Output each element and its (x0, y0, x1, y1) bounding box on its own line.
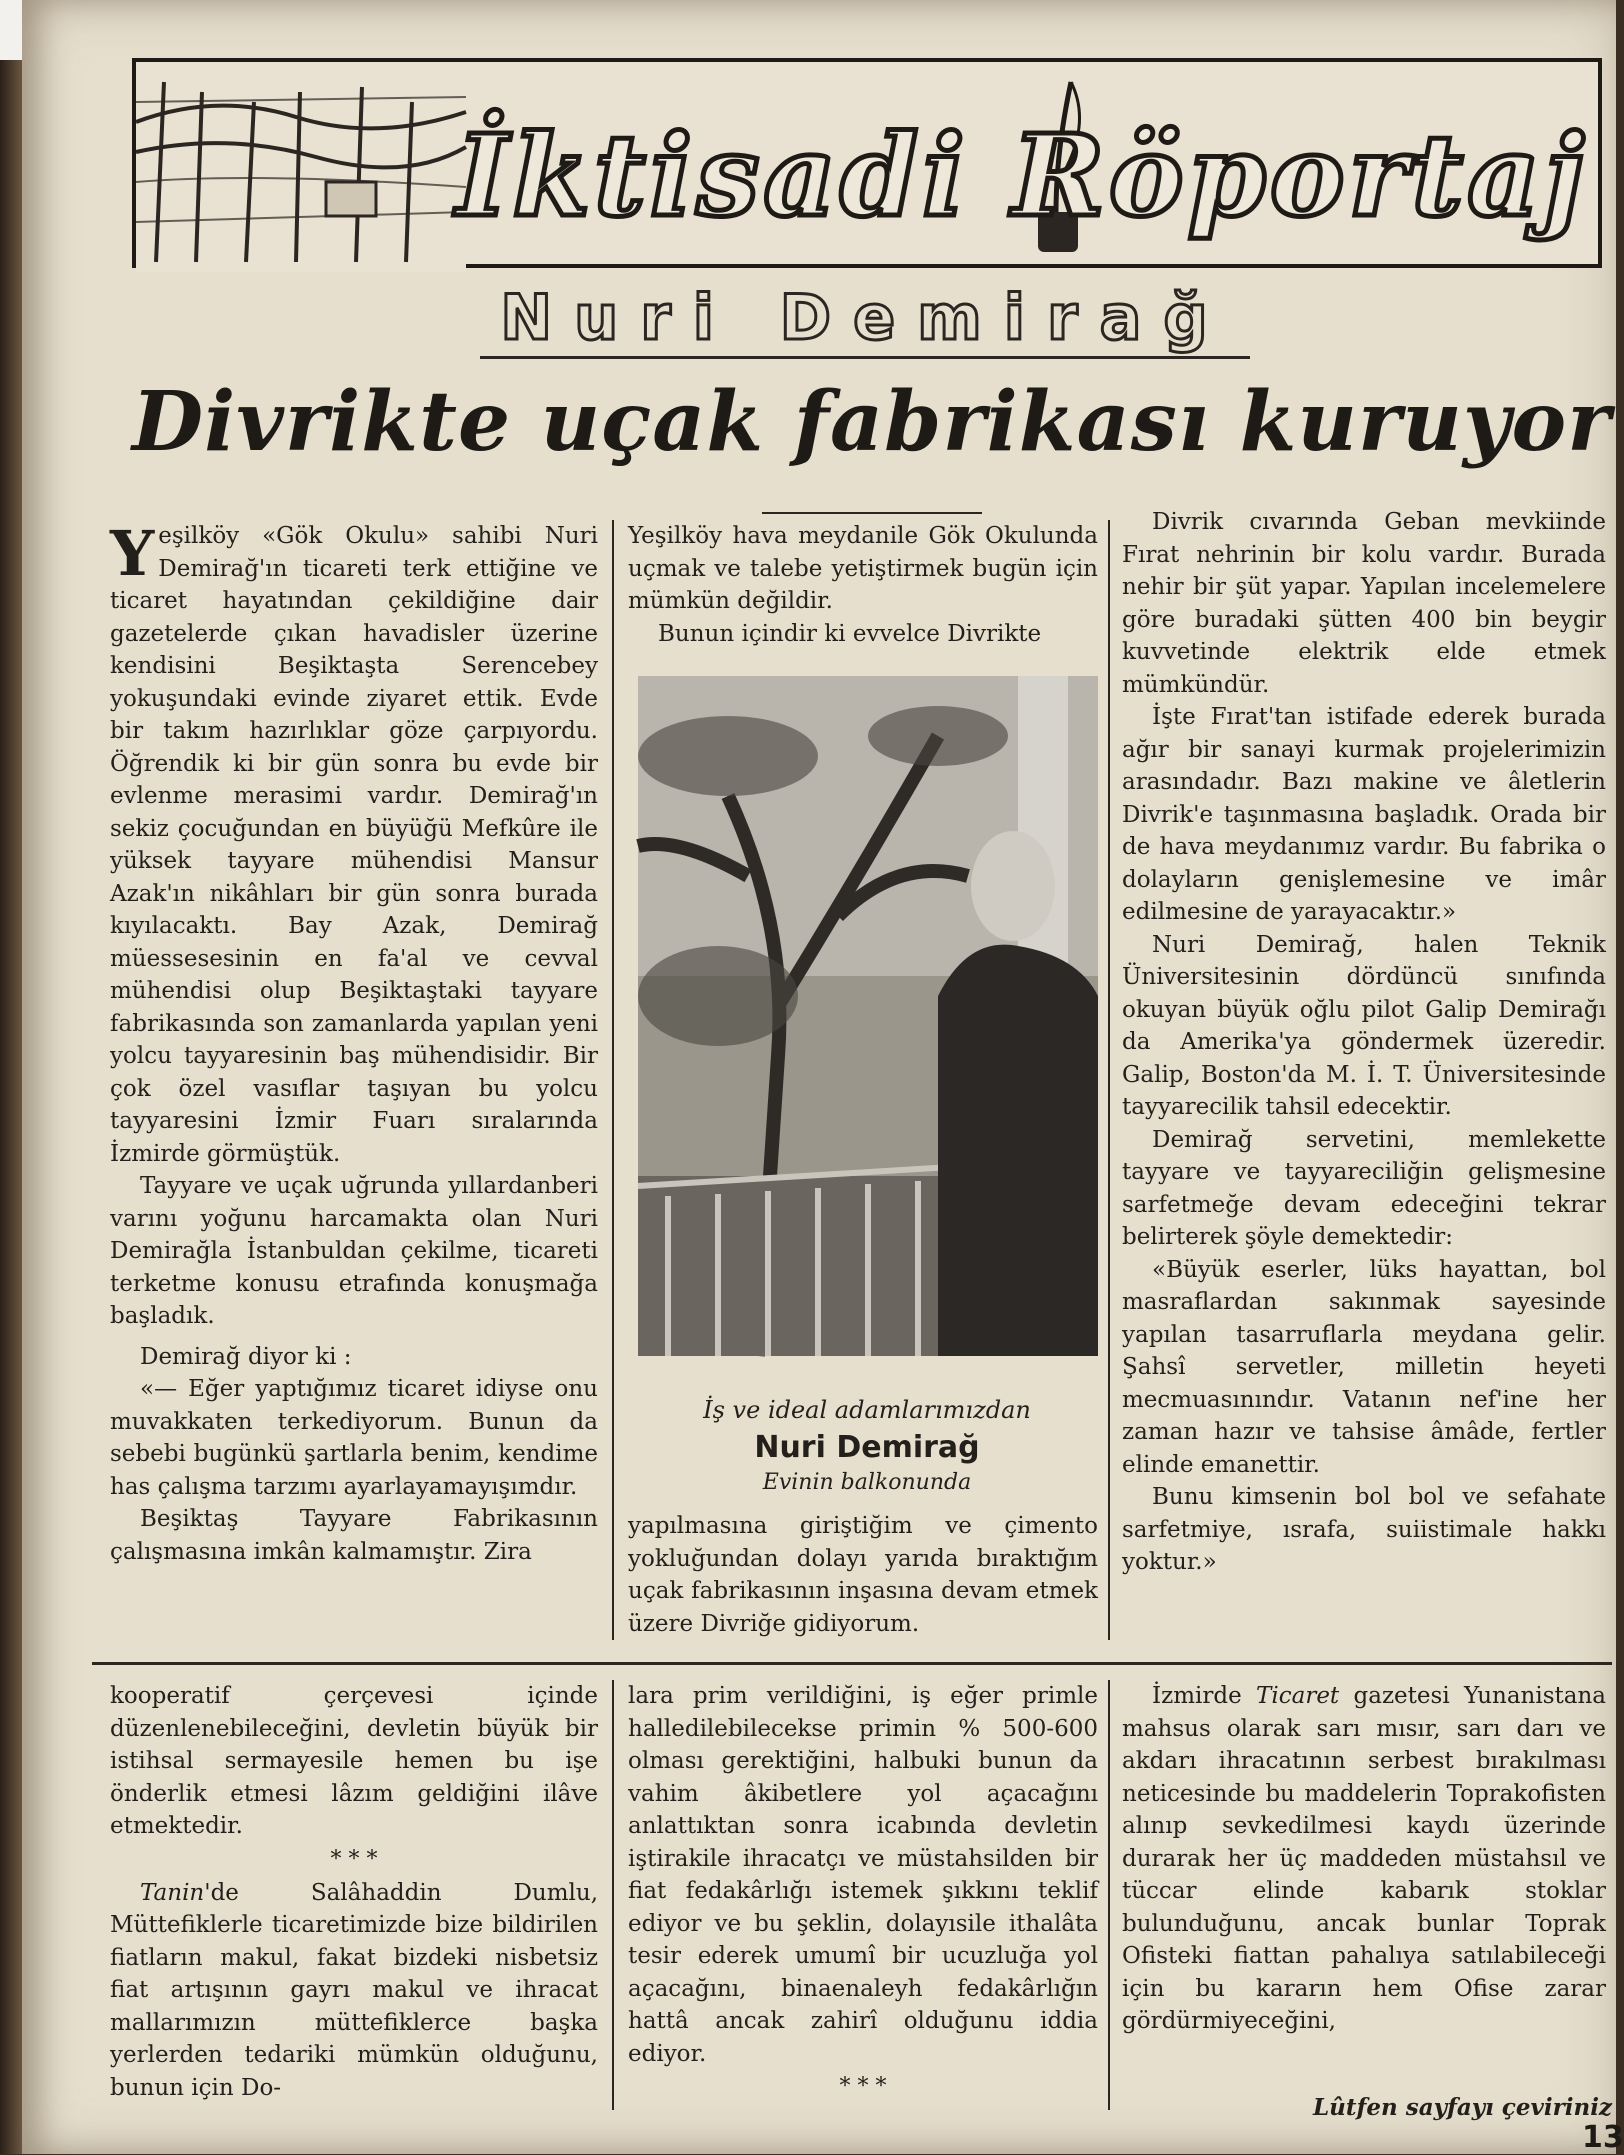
portrait-photo (638, 676, 1098, 1356)
paragraph: eşilköy «Gök Okulu» sahibi Nuri Demirağ'ın ticareti terk ettiğine ve ticaret hayatından çekildiğine dair gazetelerde çıkan havadisler üzerine kendisini Beşiktaşta Serencebey yokuşundaki evinde ziyaret ettik. Evde bir takım hazırlıklar göze çarpıyordu. Öğrendik ki bir gün sonra bu evde bir evlenme merasimi vardır. Demirağ'ın sekiz çocuğundan en büyüğü Mefkûre ile yüksek tayyare mühendisi Mansur Azak'ın nikâhları bir gün sonra burada kıyılacaktı. Bay Azak, Demirağ müessesesinin en fa'al ve cevval mühendisi olup Beşiktaştaki tayyare fabrikasında son zamanlarda yapılan yeni yolcu tayyaresinin baş mühendisidir. Bir çok özel vasıflar taşıyan bu yolcu tayyaresini İzmir Fuarı sıralarında İzmirde görmüştük. (110, 523, 598, 1167)
column-divider (1108, 1680, 1110, 2110)
continued-note: Lûtfen sayfayı çeviriniz (1312, 2094, 1612, 2121)
paragraph: gazetesi Yunanistana mahsus olarak sarı mısır, sarı darı ve akdarı ihracatının serbest bırakılması neticesinde bu maddelerin Toprakofisten alınıp sevkedilmesi kaydı üzerinde durarak her üç maddeden müstahsıl ve tüccar elinde kabarık stoklar bulunduğunu, ancak bunlar Toprak Ofisteki fiattan pahalıya satılabileceği için bu kararın hem Ofise zarar gördürmiyeceğini, (1122, 1683, 1606, 2034)
photo-caption-line-3: Evinin balkonunda (762, 1470, 972, 1495)
column-divider (1108, 520, 1110, 1640)
column-divider (612, 1680, 614, 2110)
ornament-rule (762, 512, 982, 514)
paragraph: kooperatif çerçevesi içinde düzenlenebileceğini, devletin büyük bir istihsal sermayesile hemen bu işe önderlik etmesi lâzım geldiğini ilâve etmektedir. (110, 1683, 598, 1839)
book-binding (0, 0, 22, 2154)
dropcap: Y (110, 517, 155, 590)
photo-caption-name: Nuri Demirağ (754, 1430, 980, 1465)
bottom-column-3 (1122, 1680, 1606, 2090)
paragraph: Nuri Demirağ, halen Teknik Üniversitesinin dördüncü sınıfında okuyan büyük oğlu pilot Galip Demirağı da Amerika'ya göndermek üzeredir. Galip, Boston'da M. İ. T. Üniversitesinde tayyarecilik tahsil edecektir. (1122, 931, 1606, 1120)
paragraph: lara prim verildiğini, iş eğer primle halledilebilecekse primin % 500-600 olması gerektiğini, halbuki bunun da vahim âkibetlere yol açacağını anlattıktan sonra icabında devletin iştirakile ihracatçı ve müstahsilden bir fiat fedakârlığı istemek şıkkını teklif ediyor ve bu şeklin, dolayısile ithalâta tesir ederek umumî bir ucuzluğa yol açacağını, binaenaleyh fedakârlığın hattâ ancak zahirî olduğunu iddia ediyor. (628, 1683, 1098, 2067)
paragraph: «— Eğer yaptığımız ticaret idiyse onu muvakkaten terkediyorum. Bunun da sebebi bugünkü şartlarla benim, kendime has çalışma tarzımı ayarlayamayışımdır. (110, 1376, 598, 1500)
column-1-top (110, 517, 598, 1650)
paragraph: Yeşilköy hava meydanile Gök Okulunda uçmak ve talebe yetiştirmek bugün için mümkün değildir. (628, 523, 1098, 614)
photo-caption-line-1: İş ve ideal adamlarımızdan (703, 1396, 1031, 1424)
section-divider (92, 1662, 1612, 1665)
paragraph: «Büyük eserler, lüks hayattan, bol masraflardan sakınmak sayesinde yapılan tasarruflarla meydana gelir. Şahsî servetler, milletin heyeti mecmuasınındır. Vatanın nef'ine her zaman hazır ve tahsise âmâde, fertler elinde emanettir. (1122, 1256, 1606, 1478)
banner-title: İktisadi Röportaj (456, 111, 1589, 242)
subject-name: Nuri Demirağ (500, 281, 1230, 354)
headline: Divrikte uçak fabrikası kuruyor (132, 374, 1612, 470)
paragraph: Demirağ diyor ki : (140, 1343, 352, 1370)
paragraph: Bunun içindir ki evvelce Divrikte (658, 620, 1042, 647)
paragraph: İşte Fırat'tan istifade ederek burada ağır bir sanayi kurmak projelerimizin arasındadır. Bazı makine ve âletlerin Divrik'e taşınmasına başladık. Orada bir de hava meydanımız vardır. Bu fabrika o dolayların genişlemesine ve imâr edilmesine de yarayacaktır.» (1122, 704, 1606, 925)
forest-illustration (136, 62, 466, 272)
column-2-top (628, 520, 1098, 650)
name-underline (480, 356, 1250, 359)
section-banner (132, 58, 1602, 268)
separator-stars: * * * (330, 1846, 378, 1872)
bottom-column-2 (628, 1680, 1098, 2120)
paragraph: Divrik cıvarında Geban mevkiinde Fırat nehrinin bir kolu vardır. Burada nehir bir şüt yapar. Yapılan incelemelere göre buradaki şütten 400 bin beygir kuvvetinde elektrik elde etmek mümkündür. (1122, 509, 1606, 698)
column-divider (612, 520, 614, 1640)
paragraph: Beşiktaş Tayyare Fabrikasının çalışmasına imkân kalmamıştır. Zira (110, 1506, 598, 1565)
paragraph-start: İzmirde (1152, 1683, 1257, 1709)
paragraph: Demirağ servetini, memlekette tayyare ve tayyareciliğin gelişmesine sarfetmeğe devam edeceğini tekrar belirterek şöyle demektedir: (1122, 1126, 1606, 1250)
column-2-continued (628, 1510, 1098, 1650)
page-number: 13 (1582, 2120, 1624, 2155)
magazine-page (22, 0, 1624, 2155)
paragraph: Tayyare ve uçak uğrunda yıllardanberi varını yoğunu harcamakta olan Nuri Demirağla İstanbuldan çekilme, ticareti terketme konusu etrafında konuşmağa başladık. (110, 1173, 598, 1329)
bottom-column-1 (110, 1680, 598, 2120)
paragraph: 'de Salâhaddin Dumlu, Müttefiklerle ticaretimizde bize bildirilen fiatların makul, fakat bizdeki nisbetsiz fiat artışının gayrı makul ve ihracat mallarımızın müttefiklerce başka yerlerden tedariki mümkün olduğunu, bunun için Do- (110, 1879, 598, 2101)
separator-stars: * * * (839, 2074, 887, 2099)
paragraph: yapılmasına giriştiğim ve çimento yokluğundan dolayı yarıda bıraktığım uçak fabrikasının inşasına devam etmek üzere Divriğe gidiyorum. (628, 1513, 1098, 1637)
paragraph: Bunu kimsenin bol bol ve sefahate sarfetmiye, ısrafa, suiistimale hakkı yoktur.» (1122, 1484, 1606, 1575)
column-3-top (1122, 506, 1606, 1646)
newspaper-name: Ticaret (1256, 1683, 1340, 1709)
newspaper-name: Tanin (140, 1879, 205, 1906)
